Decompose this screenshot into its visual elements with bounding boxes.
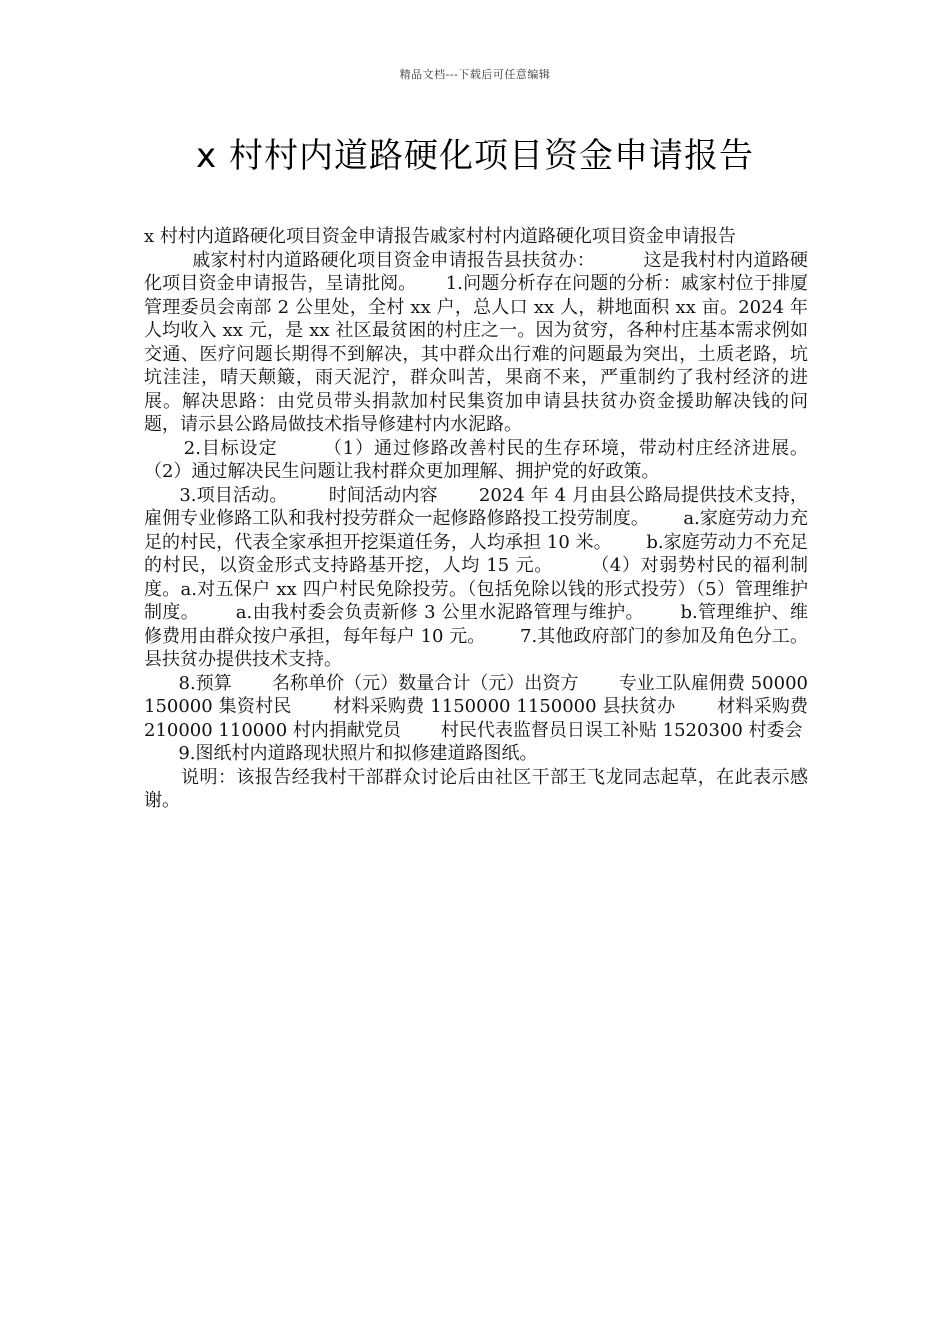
paragraph-intro: x 村村内道路硬化项目资金申请报告戚家村村内道路硬化项目资金申请报告 [144, 226, 736, 247]
header-note: 精品文档---下载后可任意编辑 [399, 68, 551, 81]
paragraph-budget: 8.预算 名称单价（元）数量合计（元）出资方 专业工队雇佣费 50000150000 集资村民 材料采购费 1150000 1150000 县扶贫办 材料采购费 210000 110000 村内捐献党员 村民代表监督员日误工补贴 1520300 村委会 [144, 672, 814, 741]
paragraph-goals: 2.目标设定 （1）通过修路改善村民的生存环境，带动村庄经济进展。 （2）通过解决民生问题让我村群众更加理解、拥护党的好政策。 [144, 437, 849, 482]
page-title: x 村村内道路硬化项目资金申请报告 [196, 136, 754, 176]
paragraph-activities: 3.项目活动。 时间活动内容 2024 年 4 月由县公路局提供技术支持，雇佣专业修路工队和我村投劳群众一起修路修路投工投劳制度。 a.家庭劳动力充足的村民，代表全家承担开挖渠道任务，人均承担 10 米。 b.家庭劳动力不充足的村民，以资金形式支持路基开挖，人均 15 元。 （4）对弱势村民的福利制度。a.对五保户 xx 四户村民免除投劳。（包括免除以钱的形式投劳）（5）管理维护制度。 a.由我村委会负责新修 3 公里水泥路管理与维护。 b.管理维护、维修费用由群众按户承担，每年每户 10 元。 7.其他政府部门的参加及角色分工。 县扶贫办提供技术支持。 [144, 484, 843, 670]
paragraph-note: 说明：该报告经我村干部群众讨论后由社区干部王飞龙同志起草，在此表示感谢。 [144, 766, 808, 811]
paragraph-problem-analysis: 戚家村村内道路硬化项目资金申请报告县扶贫办： 这是我村村内道路硬化项目资金申请报告，呈请批阅。 1.问题分析存在问题的分析：戚家村位于排厦管理委员会南部 2 公里处，全村 xx 户，总人口 xx 人，耕地面积 xx 亩。2024 年人均收入 xx 元，是 xx 社区最贫困的村庄之一。因为贫穷，各种村庄基本需求例如交通、医疗问题长期得不到解决，其中群众出行难的问题最为突出，土质老路，坑坑洼洼，晴天颠簸，雨天泥泞，群众叫苦，果商不来，严重制约了我村经济的进展。解决思路：由党员带头捐款加村民集资加申请县扶贫办资金援助解决钱的问题，请示县公路局做技术指导修建村内水泥路。 [144, 249, 808, 435]
paragraph-drawings: 9.图纸村内道路现状照片和拟修建道路图纸。 [144, 743, 538, 764]
document-body [144, 225, 849, 813]
